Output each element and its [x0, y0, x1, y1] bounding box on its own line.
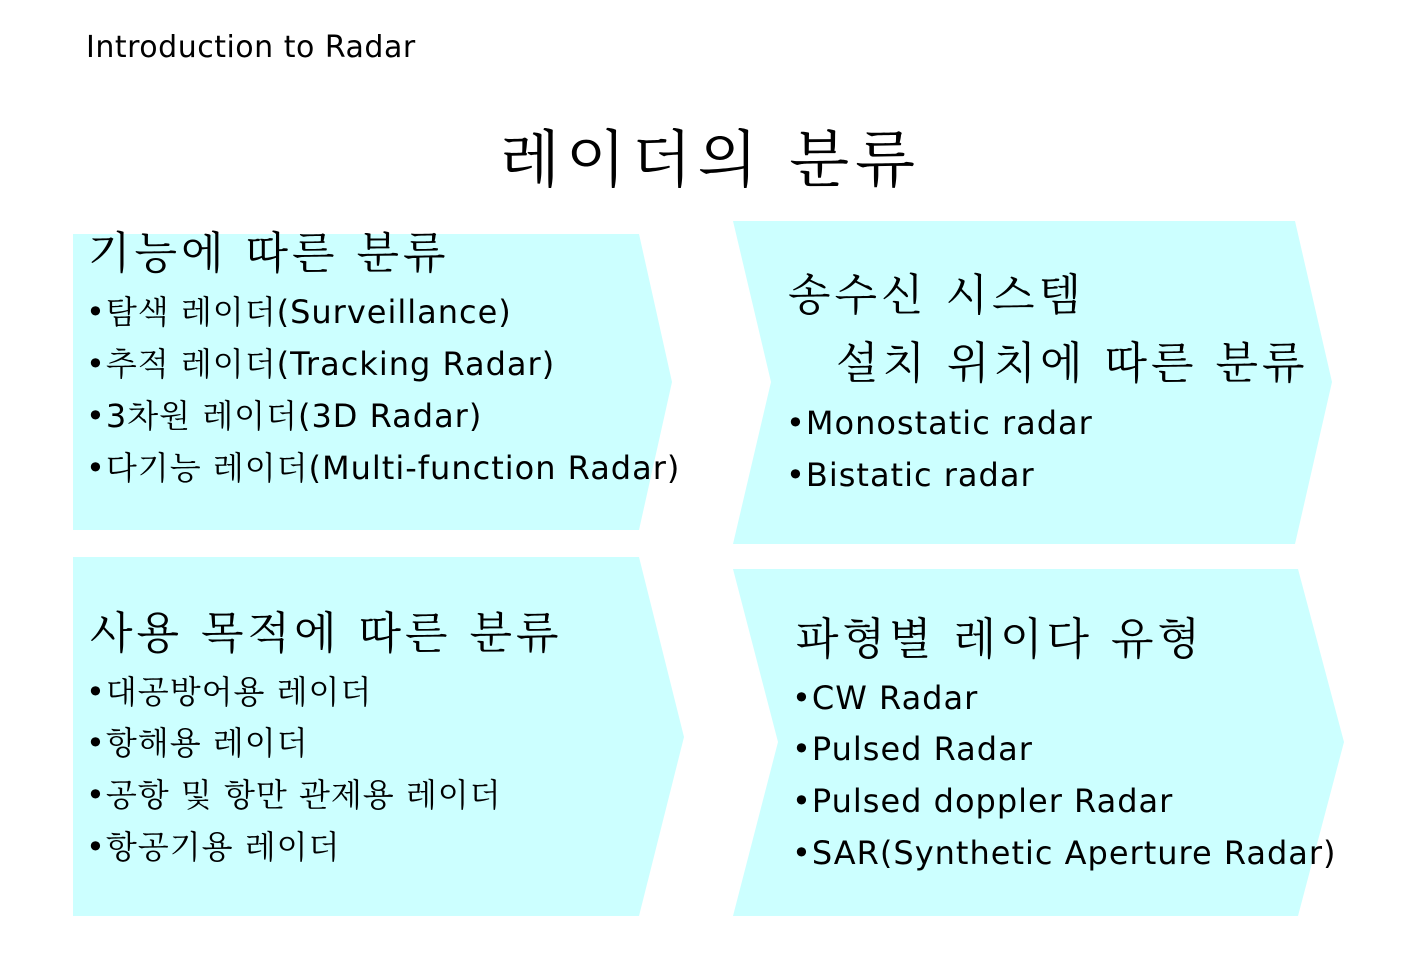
function-item: •다기능 레이더(Multi-function Radar): [86, 449, 681, 487]
waveform-item: •SAR(Synthetic Aperture Radar): [792, 834, 1337, 872]
slide-title: 레이더의 분류: [499, 123, 922, 196]
header-label: Introduction to Radar: [86, 30, 416, 65]
system-heading-line1: 송수신 시스템: [788, 270, 1086, 321]
purpose-heading: 사용 목적에 따른 분류: [90, 608, 563, 659]
function-item: •탐색 레이더(Surveillance): [86, 293, 512, 331]
waveform-heading: 파형별 레이다 유형: [796, 614, 1205, 665]
purpose-item: •항해용 레이더: [86, 724, 309, 762]
waveform-item: •CW Radar: [792, 679, 979, 717]
function-item: •추적 레이더(Tracking Radar): [86, 345, 556, 383]
purpose-item: •항공기용 레이더: [86, 828, 341, 866]
purpose-item: •대공방어용 레이더: [86, 673, 373, 711]
system-heading-line2: 설치 위치에 따른 분류: [836, 338, 1309, 389]
function-heading: 기능에 따른 분류: [88, 228, 450, 279]
purpose-item: •공항 및 항만 관제용 레이더: [86, 776, 502, 814]
waveform-item: •Pulsed doppler Radar: [792, 782, 1174, 820]
function-item: •3차원 레이더(3D Radar): [86, 397, 483, 435]
system-item: •Bistatic radar: [786, 456, 1035, 494]
system-item: •Monostatic radar: [786, 404, 1093, 442]
waveform-item: •Pulsed Radar: [792, 730, 1033, 768]
